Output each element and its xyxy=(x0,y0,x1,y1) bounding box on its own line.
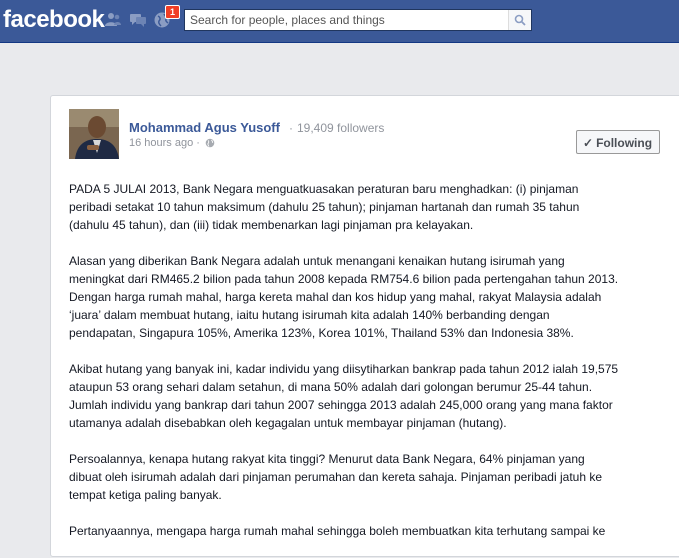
check-icon: ✓ xyxy=(583,136,594,150)
post-line: ataupun 53 orang sehari dalam setahun, di mana 50% adalah dari golongan berumur 25-44 tahun. xyxy=(69,380,593,394)
post-line: pendapatan, Singapura 105%, Amerika 123%, Korea 101%, Thailand 53% dan Indonesia 38%. xyxy=(69,326,574,340)
following-label: Following xyxy=(596,136,653,150)
post-card xyxy=(50,95,679,557)
search-box xyxy=(184,9,532,31)
facebook-logo[interactable]: facebook xyxy=(3,6,105,33)
post-line: Jumlah individu yang bankrap dari tahun 2007 sehingga 2013 adalah 245,000 orang yang mana faktor xyxy=(69,398,613,412)
search-icon xyxy=(514,14,526,26)
post-body xyxy=(69,180,669,558)
post-line: PADA 5 JULAI 2013, Bank Negara menguatkuasakan peraturan baru menghadkan: (i) pinjaman xyxy=(69,182,579,196)
follower-count-text: 19,409 followers xyxy=(297,121,385,135)
avatar[interactable] xyxy=(69,109,119,159)
follower-count xyxy=(289,121,384,135)
post-line: meningkat dari RM465.2 bilion pada tahun 2008 kepada RM754.6 bilion pada pertengahan tahun 2013. xyxy=(69,272,619,286)
post-line: Pertanyaannya, mengapa harga rumah mahal sehingga boleh membuatkan kita terhutang sampai ke xyxy=(69,524,606,538)
post-line: Persoalannya, kenapa hutang rakyat kita tinggi? Menurut data Bank Negara, 64% pinjaman yang xyxy=(69,452,585,466)
audience-globe-icon[interactable] xyxy=(205,138,215,148)
top-bar xyxy=(0,0,679,43)
post-paragraph xyxy=(69,360,669,432)
timestamp-link[interactable]: 16 hours ago xyxy=(129,137,194,149)
post-line: (dahulu 45 tahun), dan (iii) tidak membenarkan lagi pinjaman pra kelayakan. xyxy=(69,218,474,232)
messages-icon[interactable] xyxy=(129,11,147,29)
post-line: ‘juara’ dalam membuat hutang, iaitu hutang isirumah kita adalah 140% berbanding dengan xyxy=(69,308,550,322)
post-paragraph xyxy=(69,450,669,504)
author-name-link[interactable]: Mohammad Agus Yusoff xyxy=(129,120,280,135)
following-button[interactable] xyxy=(576,130,660,154)
post-paragraph xyxy=(69,252,669,342)
post-line: Akibat hutang yang banyak ini, kadar individu yang diisytiharkan bankrap pada tahun 2012 ialah 19,575 xyxy=(69,362,619,376)
author-photo xyxy=(69,109,119,159)
post-timestamp xyxy=(129,137,215,149)
search-input[interactable] xyxy=(185,10,515,30)
post-line: utamanya adalah disebabkan oleh kegagalan untuk membayar pinjaman (hutang). xyxy=(69,416,507,430)
post-line: tempat ketiga paling banyak. xyxy=(69,488,222,502)
separator-dot: · xyxy=(289,121,293,135)
search-button[interactable] xyxy=(508,10,531,30)
timestamp-separator: · xyxy=(196,137,204,149)
post-line: dibuat oleh isirumah adalah dari pinjaman perumahan dan kereta sahaja. Pinjaman peribadi jatuh ke xyxy=(69,470,603,484)
friends-icon[interactable] xyxy=(104,11,122,29)
post-line: Dengan harga rumah mahal, harga kereta mahal dan kos hidup yang mahal, rakyat Malaysia adalah xyxy=(69,290,602,304)
post-paragraph xyxy=(69,180,669,234)
post-paragraph xyxy=(69,522,669,540)
notification-count-badge: 1 xyxy=(165,5,180,19)
post-line: peribadi setakat 10 tahun maksimum (dahulu 25 tahun); pinjaman hartanah dan rumah 35 tahun xyxy=(69,200,580,214)
post-line: Alasan yang diberikan Bank Negara adalah untuk menangani kenaikan hutang isirumah yang xyxy=(69,254,565,268)
